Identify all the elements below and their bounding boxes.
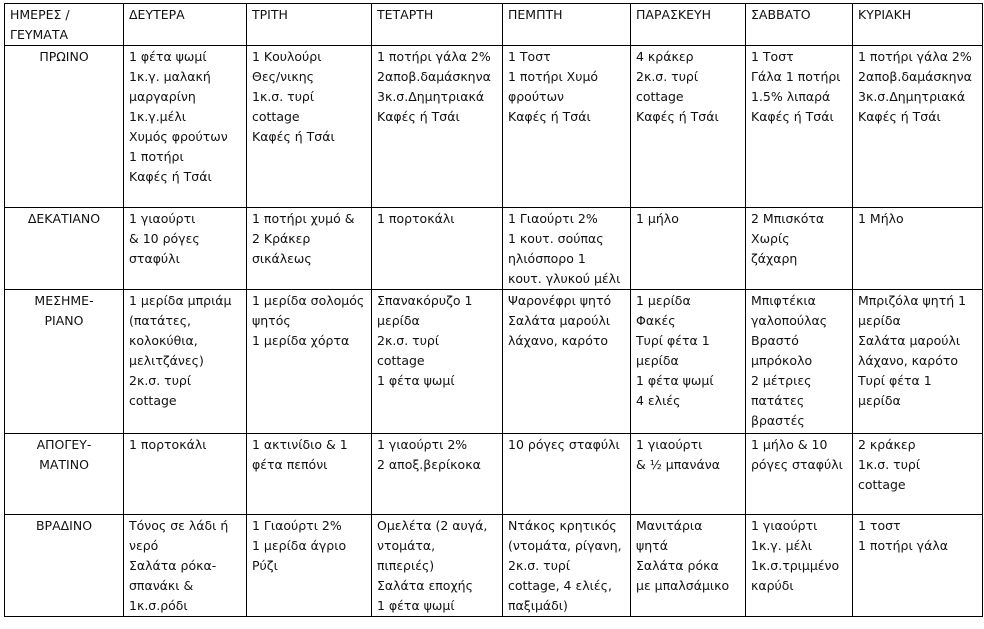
meal-item-line: Ντάκος κρητικός bbox=[508, 518, 617, 533]
meal-item-line: λάχανο, καρότο bbox=[858, 353, 959, 368]
meal-item-line: μελιτζάνες) bbox=[129, 353, 204, 368]
meal-item-line: 1 πορτοκάλι bbox=[377, 211, 455, 226]
meal-label-line: ΒΡΑΔΙΝΟ bbox=[35, 518, 93, 533]
meal-label-line: ΜΑΤΙΝΟ bbox=[39, 457, 89, 472]
meal-item-line: Ομελέτα (2 αυγά, bbox=[377, 518, 488, 533]
meal-item-line: 1 ποτήρι γάλα 2% bbox=[377, 49, 491, 64]
meal-item-line: 1 πορτοκάλι bbox=[129, 437, 207, 452]
meal-item-line: cottage bbox=[129, 393, 177, 408]
meal-item-line: 1 ποτήρι γάλα bbox=[858, 538, 948, 553]
meal-item-line: 1 ποτήρι γάλα 2% bbox=[858, 49, 972, 64]
meal-item-line: ψητός bbox=[252, 313, 291, 328]
meal-item-line: μερίδα bbox=[377, 313, 420, 328]
meal-item-line: 1 γιαούρτι bbox=[751, 518, 818, 533]
meal-cell-thursday bbox=[503, 515, 631, 617]
meal-item-line: 1κ.σ. τυρί bbox=[252, 89, 315, 104]
meal-cell-friday bbox=[631, 46, 746, 208]
meal-item-line: φρούτων bbox=[508, 89, 565, 104]
meal-item-line: 1 Κουλούρι bbox=[252, 49, 322, 64]
meal-item-line: Σαλάτα μαρούλι bbox=[508, 313, 611, 328]
meal-item-line: Καφές ή Τσάι bbox=[508, 109, 591, 124]
meal-label-line: ΡΙΑΝΟ bbox=[44, 313, 84, 328]
meal-plan-page bbox=[4, 3, 983, 617]
meal-cell-saturday bbox=[746, 290, 853, 434]
meal-item-line: μαργαρίνη bbox=[129, 89, 196, 104]
meal-item-line: καρύδι bbox=[751, 578, 794, 593]
meal-item-line: 1κ.σ.ρόδι bbox=[129, 598, 188, 613]
meal-item-line: Σαλάτα ρόκα- bbox=[129, 558, 217, 573]
meal-item-line: Θες/νικης bbox=[252, 69, 314, 84]
meal-item-line: 1 φέτα ψωμί bbox=[636, 373, 714, 388]
meal-label-line: ΜΕΣΗΜΕ- bbox=[34, 293, 94, 308]
meal-row-afternoon-snack bbox=[5, 434, 983, 515]
day-header-wednesday: ΤΕΤΑΡΤΗ bbox=[372, 4, 503, 46]
meal-item-line: Μανιτάρια bbox=[636, 518, 703, 533]
meal-cell-monday bbox=[124, 208, 247, 290]
meal-item-line: Βραστό bbox=[751, 333, 799, 348]
meal-item-line: Χυμός φρούτων bbox=[129, 129, 228, 144]
meal-item-line: Καφές ή Τσάι bbox=[858, 109, 941, 124]
meal-item-line: Ρύζι bbox=[252, 558, 278, 573]
meal-item-line: κολοκύθια, bbox=[129, 333, 198, 348]
meal-item-line: 2αποβ.δαμάσκηνα bbox=[377, 69, 491, 84]
meal-item-line: 1 τοστ bbox=[858, 518, 901, 533]
meal-item-line: 1 μερίδα σολομός bbox=[252, 293, 365, 308]
meal-item-line: cottage bbox=[252, 109, 300, 124]
meal-item-line: 1 κουτ. σούπας bbox=[508, 231, 604, 246]
meal-item-line: 1κ.γ. μέλι bbox=[751, 538, 812, 553]
corner-header-line: ΗΜΕΡΕΣ / bbox=[10, 7, 70, 22]
meal-item-line: σικάλεως bbox=[252, 251, 312, 266]
meal-cell-friday bbox=[631, 290, 746, 434]
meal-item-line: 2κ.σ. τυρί bbox=[377, 333, 440, 348]
meal-cell-sunday bbox=[853, 290, 983, 434]
meal-item-line: 1 Γιαούρτι 2% bbox=[252, 518, 342, 533]
meal-item-line: 1.5% λιπαρά bbox=[751, 89, 831, 104]
meal-cell-monday bbox=[124, 434, 247, 515]
meal-item-line: 1 φέτα ψωμί bbox=[377, 373, 455, 388]
meal-item-line: με μπαλσάμικο bbox=[636, 578, 730, 593]
meal-item-line: cottage, 4 ελιές, bbox=[508, 578, 612, 593]
day-header-tuesday: ΤΡΙΤΗ bbox=[247, 4, 372, 46]
meal-cell-thursday bbox=[503, 208, 631, 290]
meal-item-line: & ½ μπανάνα bbox=[636, 457, 720, 472]
meal-item-line: κουτ. γλυκού μέλι bbox=[508, 271, 621, 286]
corner-header-cell bbox=[5, 4, 124, 46]
meal-cell-tuesday bbox=[247, 46, 372, 208]
meal-label-cell bbox=[5, 46, 124, 208]
meal-item-line: 1 μερίδα χόρτα bbox=[252, 333, 350, 348]
day-header-monday: ΔΕΥΤΕΡΑ bbox=[124, 4, 247, 46]
meal-item-line: λάχανο, καρότο bbox=[508, 333, 609, 348]
meal-item-line: 1 ποτήρι Χυμό bbox=[508, 69, 599, 84]
meal-item-line: 4 κράκερ bbox=[636, 49, 694, 64]
meal-cell-friday bbox=[631, 208, 746, 290]
meal-item-line: 2αποβ.δαμάσκηνα bbox=[858, 69, 972, 84]
meal-cell-wednesday bbox=[372, 515, 503, 617]
meal-row-lunch bbox=[5, 290, 983, 434]
meal-item-line: Καφές ή Τσάι bbox=[129, 169, 212, 184]
meal-item-line: ζάχαρη bbox=[751, 251, 798, 266]
meal-item-line: 2 μέτριες bbox=[751, 373, 812, 388]
meal-item-line: 1κ.σ.τριμμένο bbox=[751, 558, 840, 573]
meal-cell-tuesday bbox=[247, 434, 372, 515]
meal-item-line: Καφές ή Τσάι bbox=[377, 109, 460, 124]
meal-item-line: πατάτες bbox=[751, 393, 805, 408]
meal-cell-sunday bbox=[853, 434, 983, 515]
meal-item-line: Γάλα 1 ποτήρι bbox=[751, 69, 841, 84]
meal-cell-wednesday bbox=[372, 434, 503, 515]
meal-item-line: 1 φέτα ψωμί bbox=[377, 598, 455, 613]
day-header-friday: ΠΑΡΑΣΚΕΥΗ bbox=[631, 4, 746, 46]
meal-item-line: 1κ.σ. τυρί bbox=[858, 457, 921, 472]
meal-cell-friday bbox=[631, 515, 746, 617]
meal-cell-monday bbox=[124, 290, 247, 434]
meal-cell-monday bbox=[124, 46, 247, 208]
meal-item-line: 1κ.γ. μαλακή bbox=[129, 69, 211, 84]
meal-label-cell bbox=[5, 208, 124, 290]
meal-item-line: 1κ.γ.μέλι bbox=[129, 109, 187, 124]
meal-item-line: 2 Κράκερ bbox=[252, 231, 311, 246]
day-header-saturday: ΣΑΒΒΑΤΟ bbox=[746, 4, 853, 46]
meal-item-line: ντομάτα, bbox=[377, 538, 436, 553]
meal-cell-tuesday bbox=[247, 208, 372, 290]
meal-cell-thursday bbox=[503, 434, 631, 515]
meal-item-line: Χωρίς bbox=[751, 231, 790, 246]
meal-cell-tuesday bbox=[247, 290, 372, 434]
meal-item-line: 1 Μήλο bbox=[858, 211, 904, 226]
meal-item-line: 10 ρόγες σταφύλι bbox=[508, 437, 620, 452]
meal-item-line: cottage bbox=[377, 353, 425, 368]
meal-cell-sunday bbox=[853, 208, 983, 290]
meal-cell-wednesday bbox=[372, 290, 503, 434]
meal-item-line: 3κ.σ.Δημητριακά bbox=[858, 89, 966, 104]
meal-item-line: νερό bbox=[129, 538, 159, 553]
meal-item-line: ρόγες σταφύλι bbox=[751, 457, 843, 472]
meal-item-line: σπανάκι & bbox=[129, 578, 194, 593]
meal-item-line: Σαλάτα μαρούλι bbox=[858, 333, 961, 348]
meal-cell-saturday bbox=[746, 208, 853, 290]
meal-item-line: 1 γιαούρτι 2% bbox=[377, 437, 468, 452]
meal-item-line: (πατάτες, bbox=[129, 313, 191, 328]
weekly-meal-plan-table bbox=[4, 3, 983, 617]
meal-cell-saturday bbox=[746, 46, 853, 208]
meal-item-line: Καφές ή Τσάι bbox=[636, 109, 719, 124]
meal-cell-tuesday bbox=[247, 515, 372, 617]
day-header-sunday: ΚΥΡΙΑΚΗ bbox=[853, 4, 983, 46]
meal-rows bbox=[5, 46, 983, 617]
meal-cell-wednesday bbox=[372, 208, 503, 290]
meal-item-line: Σπανακόρυζο 1 bbox=[377, 293, 473, 308]
meal-item-line: 2κ.σ. τυρί bbox=[129, 373, 192, 388]
meal-label-line: ΑΠΟΓΕΥ- bbox=[36, 437, 92, 452]
meal-row-mid-morning-snack bbox=[5, 208, 983, 290]
meal-item-line: μερίδα bbox=[858, 313, 901, 328]
meal-item-line: 1 ποτήρι χυμό & bbox=[252, 211, 355, 226]
meal-item-line: cottage bbox=[636, 89, 684, 104]
meal-item-line: cottage bbox=[858, 477, 906, 492]
meal-item-line: φέτα πεπόνι bbox=[252, 457, 328, 472]
meal-item-line: 4 ελιές bbox=[636, 393, 681, 408]
meal-item-line: Καφές ή Τσάι bbox=[252, 129, 335, 144]
meal-item-line: 1 Γιαούρτι 2% bbox=[508, 211, 598, 226]
meal-item-line: πιπεριές) bbox=[377, 558, 435, 573]
meal-item-line: μερίδα bbox=[636, 353, 679, 368]
meal-cell-sunday bbox=[853, 46, 983, 208]
meal-item-line: (ντομάτα, ρίγανη, bbox=[508, 538, 622, 553]
meal-item-line: Σαλάτα ρόκα bbox=[636, 558, 719, 573]
meal-label-line: ΔΕΚΑΤΙΑΝΟ bbox=[27, 211, 101, 226]
meal-item-line: 1 γιαούρτι bbox=[636, 437, 703, 452]
meal-item-line: ψητά bbox=[636, 538, 668, 553]
meal-label-line: ΠΡΩΙΝΟ bbox=[39, 49, 89, 64]
meal-item-line: βραστές bbox=[751, 413, 805, 428]
meal-row-breakfast bbox=[5, 46, 983, 208]
meal-item-line: 2κ.σ. τυρί bbox=[508, 558, 571, 573]
meal-item-line: 2κ.σ. τυρί bbox=[636, 69, 699, 84]
meal-item-line: 1 μερίδα άγριο bbox=[252, 538, 347, 553]
meal-label-cell bbox=[5, 434, 124, 515]
meal-item-line: 2 αποξ.βερίκοκα bbox=[377, 457, 481, 472]
meal-item-line: μερίδα bbox=[858, 393, 901, 408]
meal-item-line: Τυρί φέτα 1 bbox=[636, 333, 710, 348]
meal-item-line: 1 ποτήρι bbox=[129, 149, 184, 164]
meal-cell-friday bbox=[631, 434, 746, 515]
meal-item-line: 1 ακτινίδιο & 1 bbox=[252, 437, 348, 452]
meal-item-line: 1 φέτα ψωμί bbox=[129, 49, 207, 64]
meal-item-line: 1 μερίδα μπριάμ bbox=[129, 293, 232, 308]
meal-label-cell bbox=[5, 290, 124, 434]
corner-header-line: ΓΕΥΜΑΤΑ bbox=[10, 27, 69, 42]
meal-cell-saturday bbox=[746, 515, 853, 617]
meal-item-line: Φακές bbox=[636, 313, 676, 328]
meal-item-line: παξιμάδι) bbox=[508, 598, 568, 613]
meal-cell-monday bbox=[124, 515, 247, 617]
meal-item-line: 2 Μπισκότα bbox=[751, 211, 825, 226]
meal-item-line: Τόνος σε λάδι ή bbox=[129, 518, 229, 533]
meal-item-line: Τυρί φέτα 1 bbox=[858, 373, 932, 388]
meal-item-line: Καφές ή Τσάι bbox=[751, 109, 834, 124]
meal-item-line: 1 Τοστ bbox=[751, 49, 794, 64]
meal-cell-thursday bbox=[503, 46, 631, 208]
meal-cell-saturday bbox=[746, 434, 853, 515]
meal-item-line: 1 γιαούρτι bbox=[129, 211, 196, 226]
meal-item-line: & 10 ρόγες bbox=[129, 231, 200, 246]
day-header-thursday: ΠΕΜΠΤΗ bbox=[503, 4, 631, 46]
header-row bbox=[5, 4, 983, 46]
meal-item-line: Ψαρονέφρι ψητό bbox=[508, 293, 612, 308]
meal-item-line: 1 Τοστ bbox=[508, 49, 551, 64]
meal-row-dinner bbox=[5, 515, 983, 617]
meal-item-line: 3κ.σ.Δημητριακά bbox=[377, 89, 485, 104]
meal-item-line: 1 μερίδα bbox=[636, 293, 691, 308]
meal-cell-sunday bbox=[853, 515, 983, 617]
meal-item-line: 1 μήλο bbox=[636, 211, 679, 226]
meal-cell-wednesday bbox=[372, 46, 503, 208]
meal-item-line: σταφύλι bbox=[129, 251, 180, 266]
meal-item-line: Μπιφτέκια bbox=[751, 293, 816, 308]
meal-item-line: ηλιόσπορο 1 bbox=[508, 251, 586, 266]
meal-item-line: 2 κράκερ bbox=[858, 437, 916, 452]
meal-item-line: μπρόκολο bbox=[751, 353, 813, 368]
meal-cell-thursday bbox=[503, 290, 631, 434]
meal-label-cell bbox=[5, 515, 124, 617]
meal-item-line: 1 μήλο & 10 bbox=[751, 437, 828, 452]
meal-item-line: Σαλάτα εποχής bbox=[377, 578, 473, 593]
meal-item-line: Μπριζόλα ψητή 1 bbox=[858, 293, 967, 308]
meal-item-line: γαλοπούλας bbox=[751, 313, 828, 328]
